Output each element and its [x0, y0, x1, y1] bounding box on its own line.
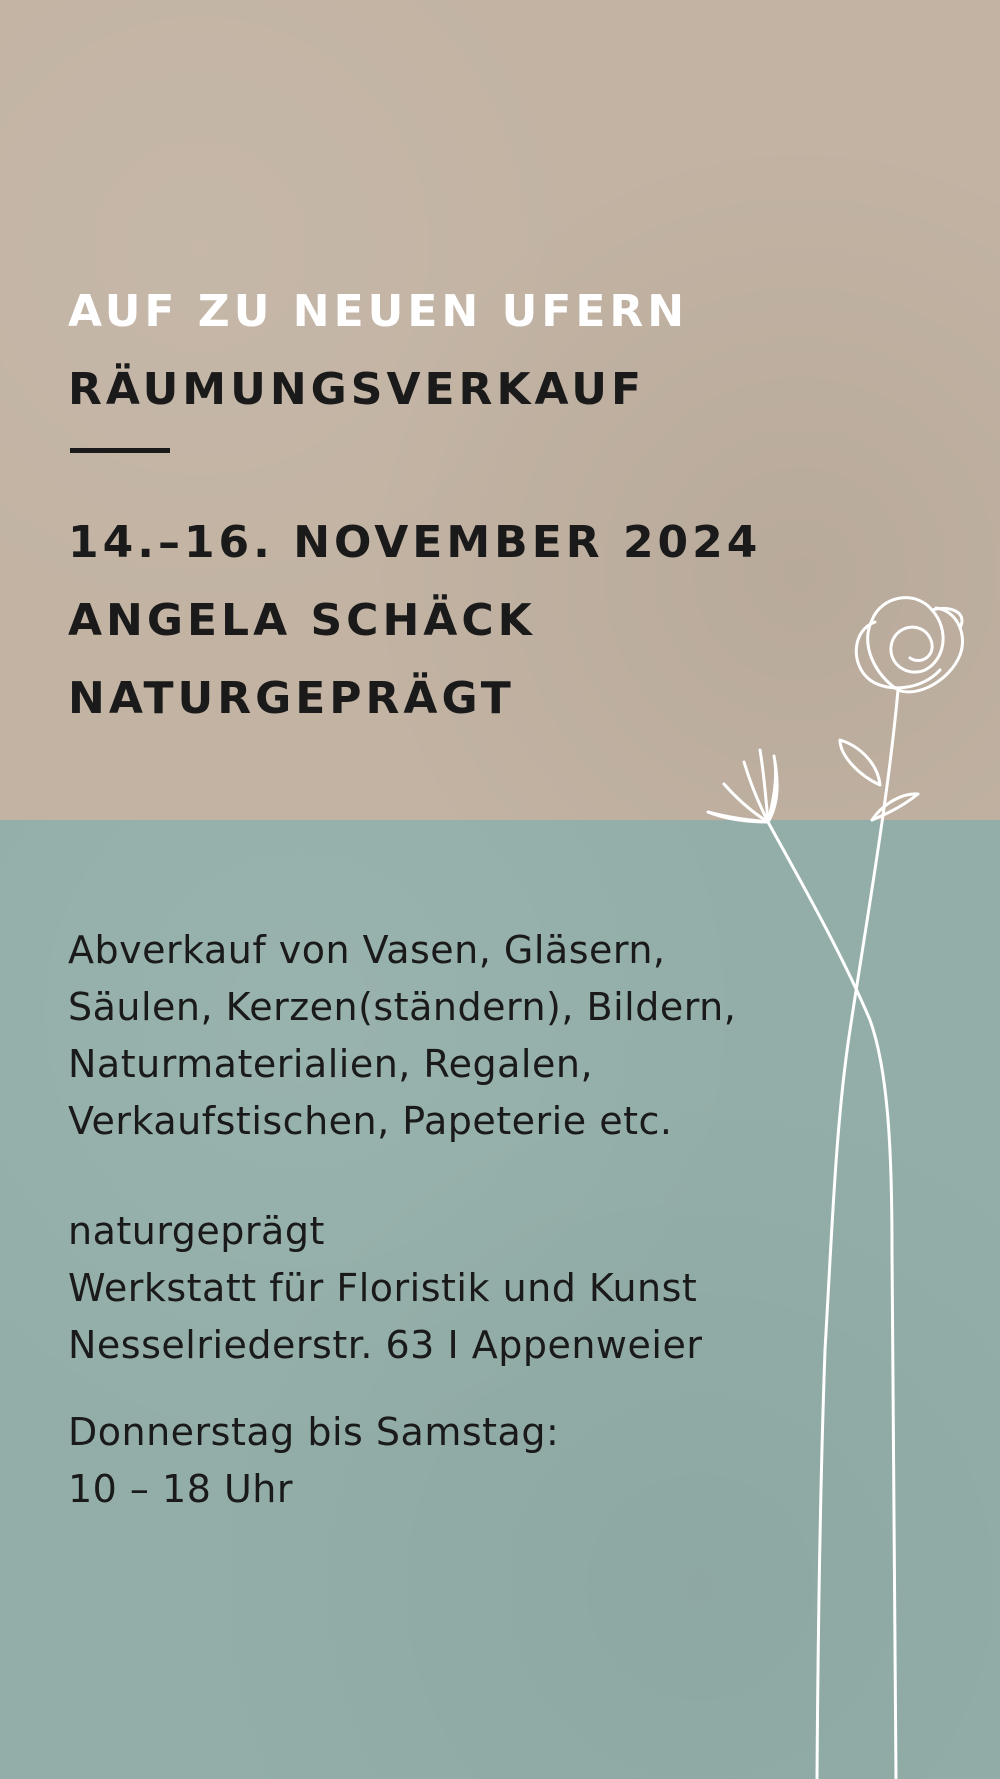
hours-line: 10 – 18 Uhr — [68, 1467, 293, 1511]
owner-name: ANGELA SCHÄCK — [68, 595, 536, 646]
address-line: Werkstatt für Floristik und Kunst — [68, 1266, 698, 1310]
business-name: NATURGEPRÄGT — [68, 673, 515, 724]
product-line: Naturmaterialien, Regalen, — [68, 1042, 594, 1086]
address-line: Nesselriederstr. 63 I Appenweier — [68, 1323, 703, 1367]
product-line: Abverkauf von Vasen, Gläsern, — [68, 928, 666, 972]
hours-line: Donnerstag bis Samstag: — [68, 1410, 560, 1454]
product-description — [68, 922, 736, 1150]
address-line: naturgeprägt — [68, 1209, 325, 1253]
opening-hours — [68, 1404, 559, 1518]
kicker-heading: AUF ZU NEUEN UFERN — [68, 286, 689, 337]
product-line: Säulen, Kerzen(ständern), Bildern, — [68, 985, 737, 1029]
divider — [70, 448, 170, 453]
address-block — [68, 1203, 702, 1374]
page-title: RÄUMUNGSVERKAUF — [68, 364, 646, 415]
product-line: Verkaufstischen, Papeterie etc. — [68, 1099, 673, 1143]
event-date: 14.–16. NOVEMBER 2024 — [68, 517, 762, 568]
flower-line-drawing-icon — [660, 550, 1000, 1779]
